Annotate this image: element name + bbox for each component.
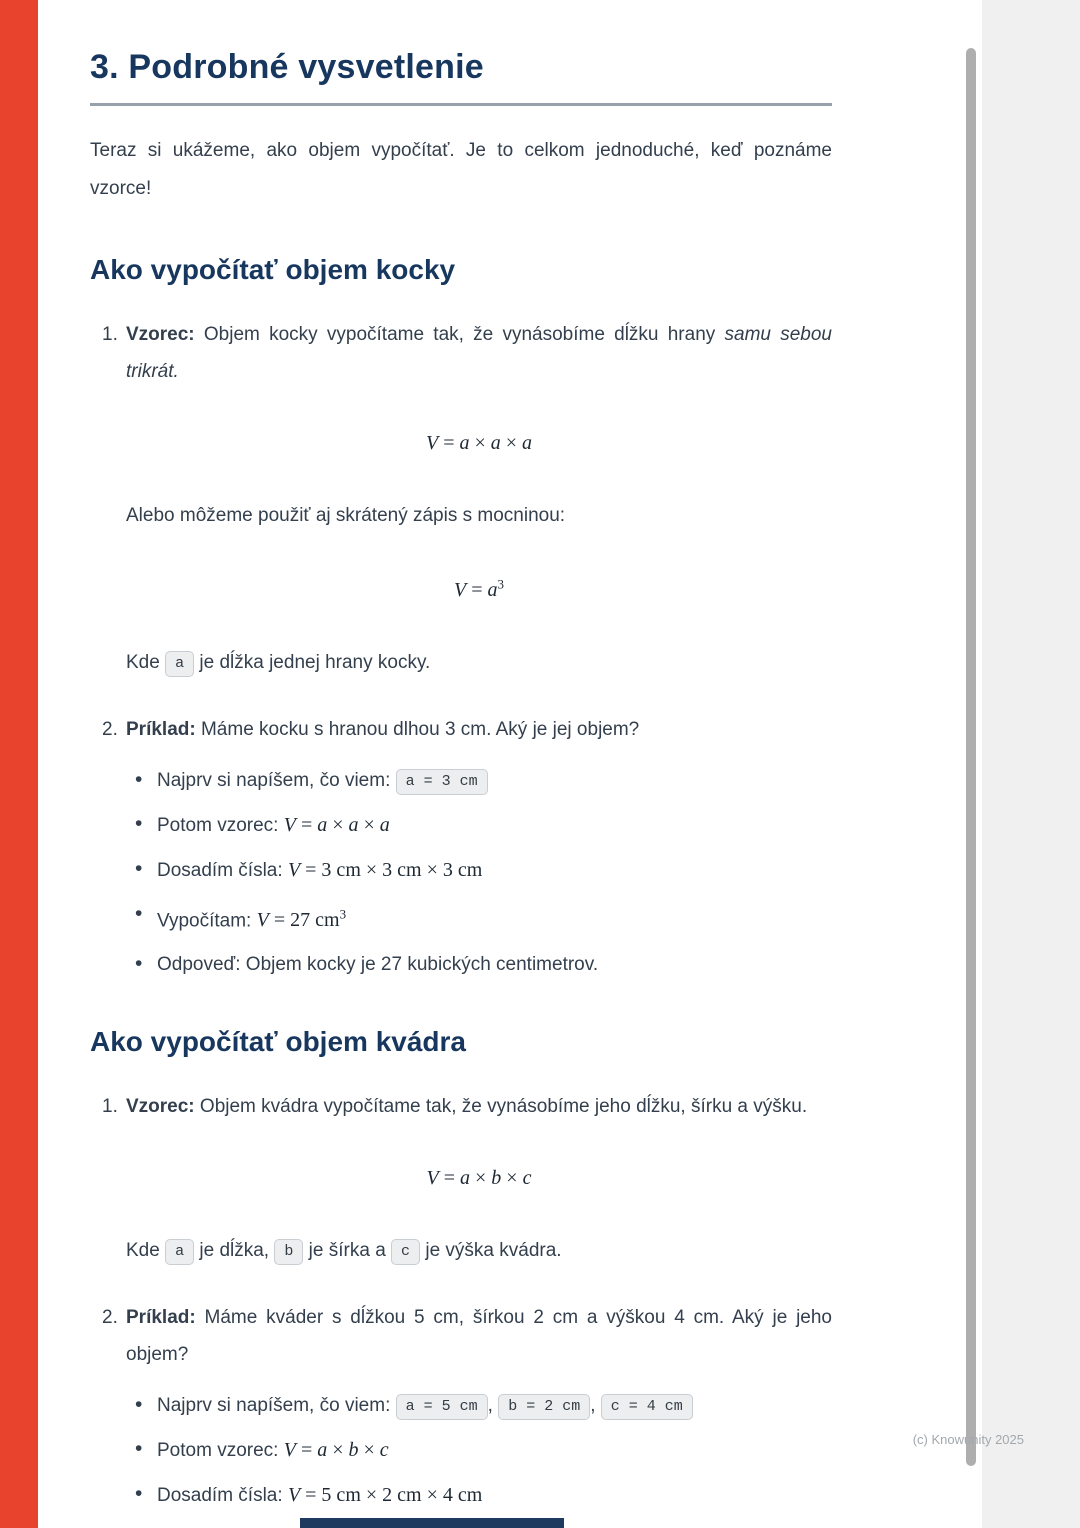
copyright-credit: (c) Knowunity 2025 — [912, 1432, 1024, 1447]
value-chip-b2: b = 2 cm — [498, 1394, 590, 1420]
scrollbar-thumb[interactable] — [966, 48, 976, 1466]
step-text: Objem kocky vypočítame tak, že vynásobíme dĺžku hrany — [194, 324, 725, 345]
variable-chip-b: b — [274, 1239, 303, 1265]
inline-formula: V = 3 cm × 3 cm × 3 cm — [287, 858, 483, 881]
formula-cuboid: V = a × b × c — [426, 1167, 532, 1190]
step-label: Príklad: — [126, 718, 196, 740]
title-divider — [90, 103, 832, 106]
cube-kde-line — [126, 644, 832, 681]
bullet-item — [157, 1435, 832, 1466]
next-section-partial-bar — [300, 1518, 564, 1528]
bullet-text: Potom vzorec: — [157, 814, 284, 836]
bullet-item — [157, 766, 832, 796]
cuboid-kde-line — [126, 1232, 832, 1269]
bullet-text: Dosadím čísla: — [157, 1485, 288, 1507]
step-number: 2. — [102, 1307, 118, 1329]
cuboid-step-1 — [90, 1088, 832, 1125]
cube-alt-notation-text: Alebo môžeme použiť aj skrátený zápis s mocninou: — [126, 505, 566, 526]
bullet-text: Vypočítam: — [157, 910, 257, 932]
step-text: Objem kvádra vypočítame tak, že vynásobíme jeho dĺžku, šírku a výšku. — [194, 1096, 808, 1118]
variable-chip-a: a — [165, 651, 194, 677]
variable-chip-a: a — [165, 1239, 194, 1265]
page-right-margin — [982, 0, 1080, 1528]
kde-text: je výška kvádra. — [420, 1240, 562, 1262]
separator: , — [590, 1395, 601, 1417]
step-text-italic: samu sebou trikrát. — [126, 324, 832, 382]
inline-formula: V = a × a × a — [283, 813, 390, 836]
cuboid-step-2 — [90, 1299, 832, 1373]
step-label: Vzorec: — [126, 324, 195, 345]
separator: , — [487, 1395, 499, 1417]
bullet-text: Dosadím čísla: — [157, 859, 288, 881]
kde-text: Kde — [126, 1240, 166, 1262]
cube-step-2 — [90, 711, 832, 748]
section-heading-cube: Ako vypočítať objem kocky — [90, 254, 456, 285]
bullet-text: Najprv si napíšem, čo viem: — [157, 769, 396, 791]
step-number: 2. — [102, 718, 118, 740]
bullet-item — [157, 950, 832, 980]
kde-text: je dĺžka, — [194, 1240, 275, 1262]
cuboid-example-steps — [90, 1391, 832, 1511]
cube-example-steps — [90, 766, 832, 981]
kde-text: Kde — [126, 651, 166, 673]
formula-cube-power: $V = a^3$ — [454, 576, 504, 601]
left-accent-stripe — [0, 0, 38, 1528]
inline-formula: V = 5 cm × 2 cm × 4 cm — [287, 1484, 483, 1507]
value-chip-a5: a = 5 cm — [396, 1394, 488, 1420]
cube-step-1 — [90, 316, 832, 390]
formula-cube-long: V = a × a × a — [425, 432, 533, 454]
bullet-item — [157, 1480, 832, 1511]
inline-formula: V = 27 $cm^3$ — [256, 906, 347, 932]
bullet-item — [157, 810, 832, 841]
value-chip-c4: c = 4 cm — [601, 1394, 693, 1420]
step-number: 1. — [102, 324, 118, 345]
section-heading-cuboid: Ako vypočítať objem kvádra — [90, 1026, 466, 1058]
kde-text: je šírka a — [303, 1240, 392, 1262]
kde-text-post: je dĺžka jednej hrany kocky. — [194, 651, 431, 673]
bullet-item — [157, 1391, 832, 1421]
step-label: Príklad: — [126, 1307, 196, 1329]
intro-paragraph: Teraz si ukážeme, ako objem vypočítať. Je to celkom jednoduché, keď poznáme vzorce! — [90, 140, 832, 199]
bullet-item — [157, 900, 832, 937]
step-text: Máme kváder s dĺžkou 5 cm, šírkou 2 cm a výškou 4 cm. Aký je jeho objem? — [126, 1307, 832, 1366]
bullet-text: Odpoveď: Objem kocky je 27 kubických centimetrov. — [157, 954, 599, 976]
variable-chip-c: c — [391, 1239, 420, 1265]
bullet-text: Najprv si napíšem, čo viem: — [157, 1395, 396, 1417]
bullet-item — [157, 855, 832, 886]
step-label: Vzorec: — [126, 1096, 195, 1118]
step-text: Máme kocku s hranou dlhou 3 cm. Aký je jej objem? — [195, 718, 640, 740]
document-content — [90, 48, 832, 1525]
step-number: 1. — [102, 1096, 118, 1118]
bullet-text: Potom vzorec: — [157, 1440, 284, 1462]
value-chip-a3: a = 3 cm — [396, 769, 488, 795]
inline-formula: V = a × b × c — [283, 1439, 389, 1462]
page-title: 3. Podrobné vysvetlenie — [90, 48, 484, 86]
